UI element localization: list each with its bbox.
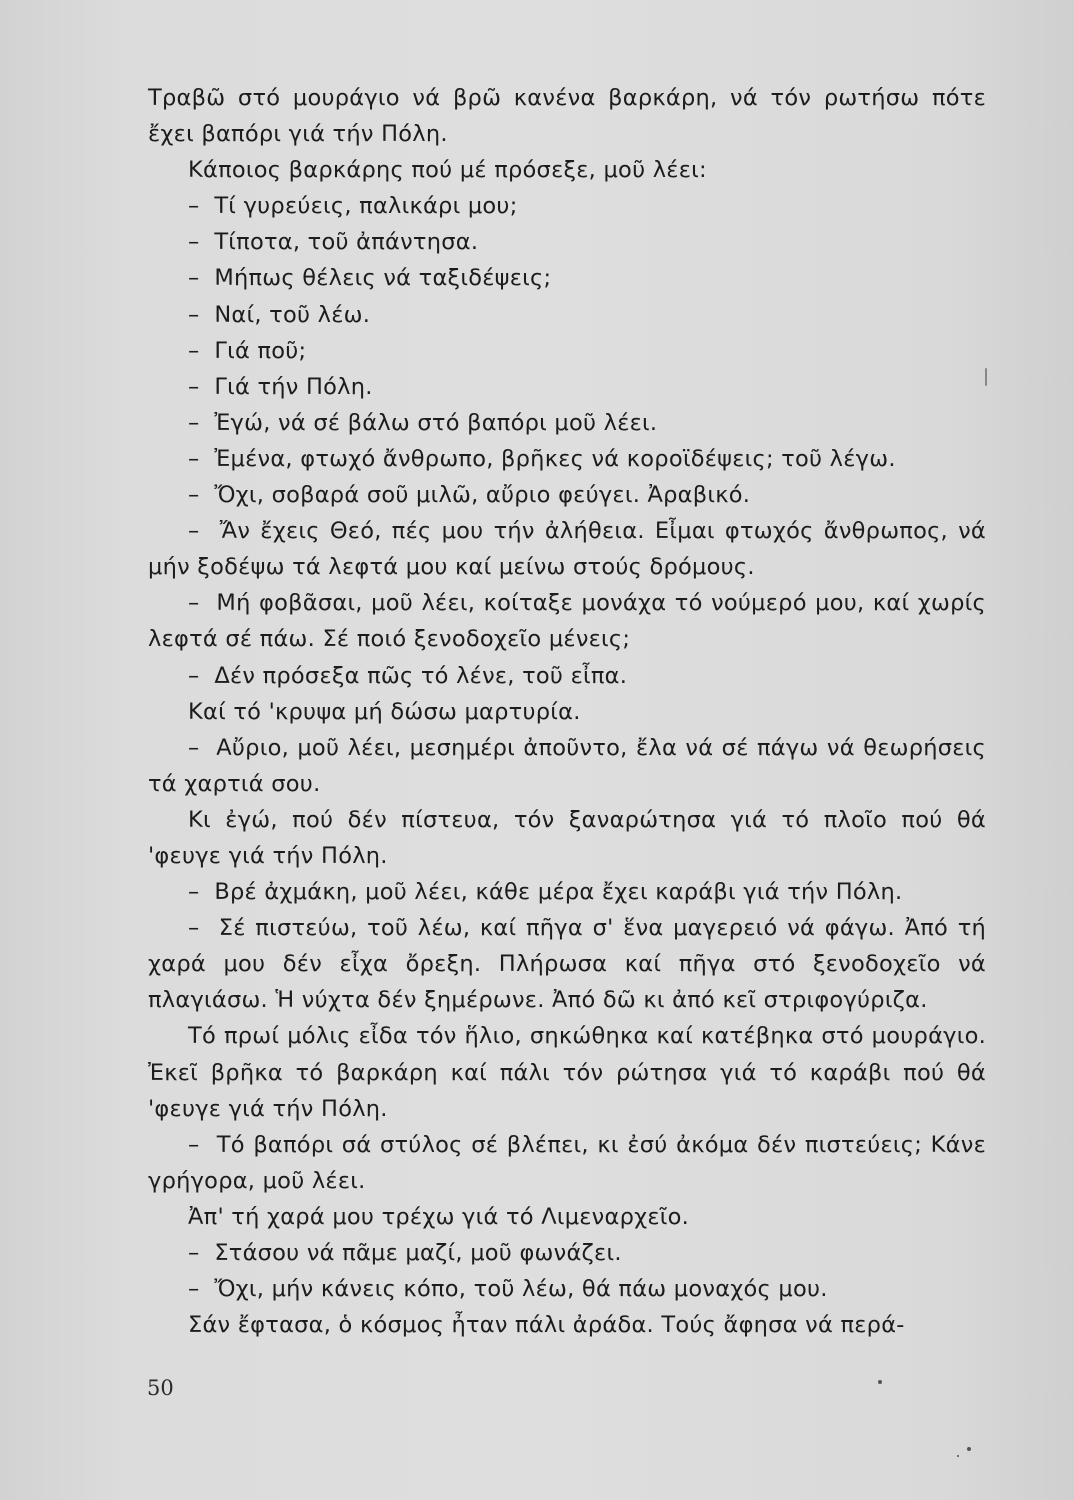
body-text: [148, 80, 986, 1343]
print-speck: [985, 368, 987, 386]
paragraph: Κάποιος βαρκάρης πού μέ πρόσεξε, μοῦ λέει:: [188, 157, 707, 184]
paragraph: Ἀπ' τή χαρά μου τρέχω γιά τό Λιμεναρχεῖο.: [188, 1203, 690, 1230]
dialogue-line: – Μή φοβᾶσαι, μοῦ λέει, κοίταξε μονάχα τό νούμερό μου, καί χωρίς λεφτά σέ πάω. Σέ ποιό ξενοδοχεῖο μένεις;: [148, 585, 986, 657]
dialogue-line: – Ἐμένα, φτωχό ἄνθρωπο, βρῆκες νά κοροϊδέψεις; τοῦ λέγω.: [148, 441, 986, 477]
dialogue-line: – Τό βαπόρι σά στύλος σέ βλέπει, κι ἐσύ ἀκόμα δέν πιστεύεις; Κάνε γρήγορα, μοῦ λέει.: [148, 1127, 986, 1199]
dialogue-line: – Στάσου νά πᾶμε μαζί, μοῦ φωνάζει.: [148, 1235, 986, 1271]
dialogue-line: – Τί γυρεύεις, παλικάρι μου;: [148, 188, 986, 224]
dialogue-line: – Ὄχι, μήν κάνεις κόπο, τοῦ λέω, θά πάω μοναχός μου.: [148, 1271, 986, 1307]
dialogue-line: – Γιά τήν Πόλη.: [148, 369, 986, 405]
dialogue-line: – Βρέ ἀχμάκη, μοῦ λέει, κάθε μέρα ἔχει καράβι γιά τήν Πόλη.: [148, 874, 986, 910]
print-speck: [967, 1447, 971, 1451]
dialogue-line: – Ναί, τοῦ λέω.: [148, 297, 986, 333]
paragraph: Σάν ἔφτασα, ὁ κόσμος ἦταν πάλι ἀράδα. Τούς ἄφησα νά περά-: [188, 1312, 905, 1339]
dialogue-line: – Ὄχι, σοβαρά σοῦ μιλῶ, αὔριο φεύγει. Ἀραβικό.: [148, 477, 986, 513]
paragraph: Τραβῶ στό μουράγιο νά βρῶ κανένα βαρκάρη, νά τόν ρωτήσω πότε ἔχει βαπόρι γιά τήν Πόλη.: [148, 85, 986, 148]
dialogue-line: – Σέ πιστεύω, τοῦ λέω, καί πῆγα σ' ἕνα μαγερειό νά φάγω. Ἀπό τή χαρά μου δέν εἶχα ὄρεξη. Πλήρωσα καί πῆγα στό ξενοδοχεῖο νά πλαγιάσω. Ἡ νύχτα δέν ξημέρωνε. Ἀπό δῶ κι ἀπό κεῖ στριφογύριζα.: [148, 910, 986, 1018]
dialogue-line: – Ἐγώ, νά σέ βάλω στό βαπόρι μοῦ λέει.: [148, 405, 986, 441]
dialogue-line: – Δέν πρόσεξα πῶς τό λένε, τοῦ εἶπα.: [148, 658, 986, 694]
paragraph: Κι ἐγώ, πού δέν πίστευα, τόν ξαναρώτησα γιά τό πλοῖο πού θά 'φευγε γιά τήν Πόλη.: [148, 806, 986, 869]
dialogue-line: – Τίποτα, τοῦ ἀπάντησα.: [148, 224, 986, 260]
page-number: 50: [147, 1376, 174, 1400]
print-speck: [878, 1380, 882, 1384]
dialogue-line: – Γιά ποῦ;: [148, 333, 986, 369]
dialogue-line: – Μήπως θέλεις νά ταξιδέψεις;: [148, 260, 986, 296]
dialogue-line: – Ἄν ἔχεις Θεό, πές μου τήν ἀλήθεια. Εἶμαι φτωχός ἄνθρωπος, νά μήν ξοδέψω τά λεφτά μου καί μείνω στούς δρόμους.: [148, 513, 986, 585]
dialogue-line: – Αὔριο, μοῦ λέει, μεσημέρι ἀποῦντο, ἔλα νά σέ πάγω νά θεωρήσεις τά χαρτιά σου.: [148, 730, 986, 802]
paragraph: Τό πρωί μόλις εἶδα τόν ἥλιο, σηκώθηκα καί κατέβηκα στό μουράγιο. Ἐκεῖ βρῆκα τό βαρκάρη καί πάλι τόν ρώτησα γιά τό καράβι πού θά 'φευγε γιά τήν Πόλη.: [148, 1023, 986, 1122]
print-speck: [957, 1455, 959, 1457]
paragraph: Καί τό 'κρυψα μή δώσω μαρτυρία.: [188, 698, 581, 725]
